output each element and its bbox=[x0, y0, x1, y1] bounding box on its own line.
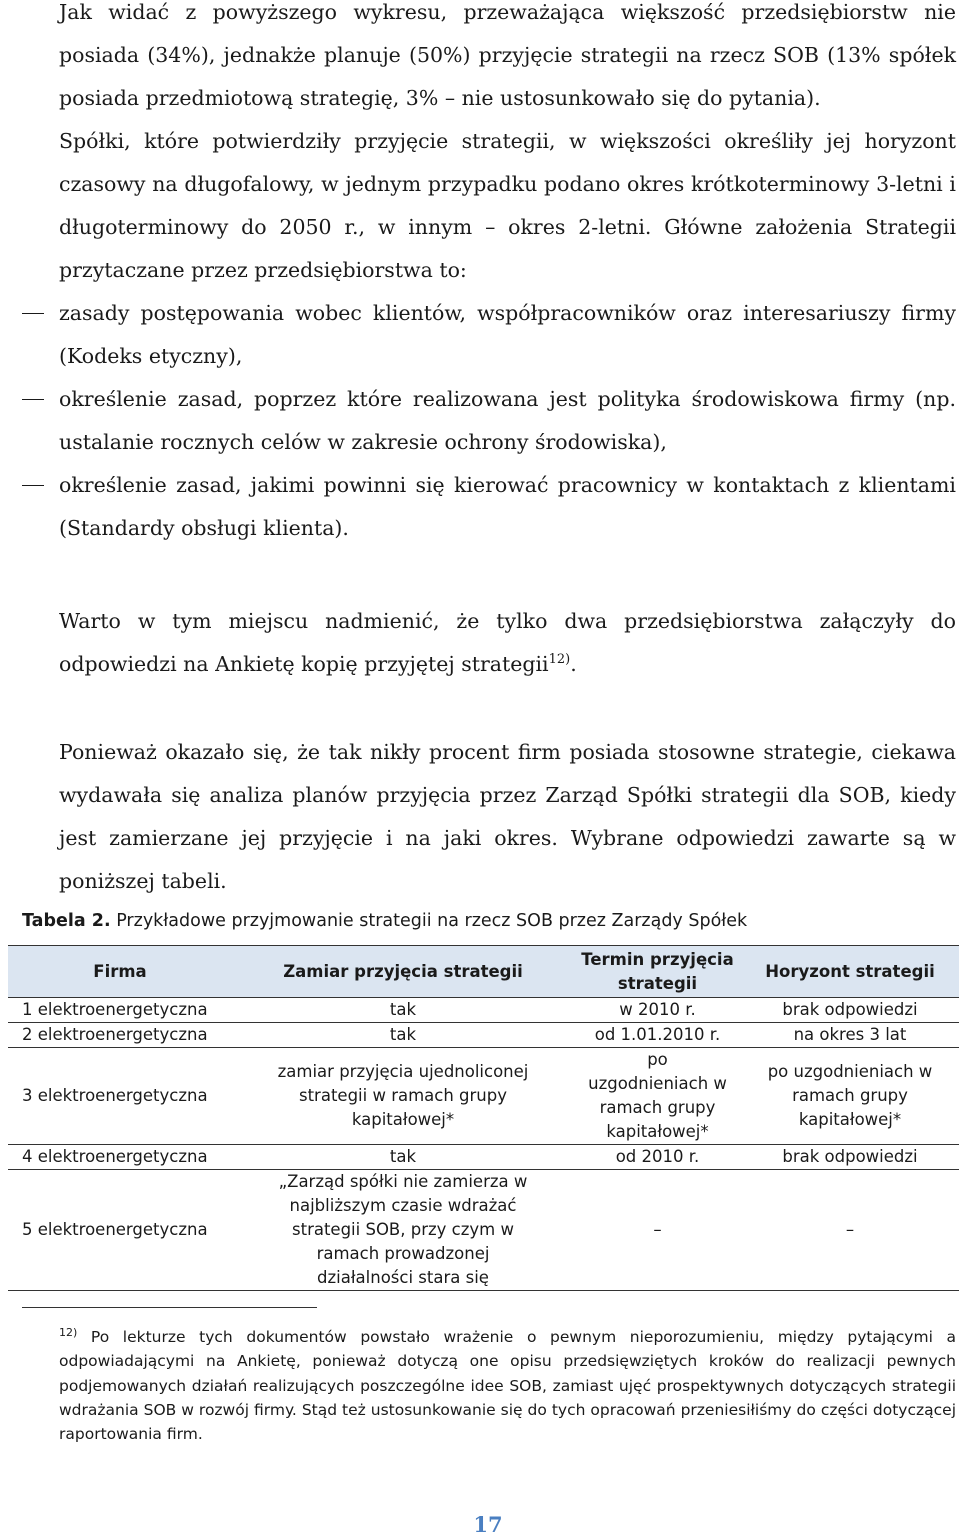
table-row bbox=[8, 1145, 959, 1170]
cell-horyzont: – bbox=[741, 1170, 959, 1291]
cell-termin: – bbox=[574, 1170, 741, 1291]
strategy-table bbox=[8, 945, 959, 1291]
warto-text: Warto w tym miejscu nadmienić, że tylko dwa przedsiębiorstwa załączyły do odpowiedzi na Ankietę kopię przyjętej strategii bbox=[59, 609, 956, 676]
header-termin: Termin przyjęcia strategii bbox=[574, 946, 741, 998]
cell-termin: od 2010 r. bbox=[574, 1145, 741, 1170]
cell-zamiar: tak bbox=[232, 1145, 574, 1170]
table-caption-text: Przykładowe przyjmowanie strategii na rzecz SOB przez Zarządy Spółek bbox=[110, 911, 748, 931]
cell-termin: w 2010 r. bbox=[574, 998, 741, 1023]
warto-end: . bbox=[570, 652, 577, 676]
cell-zamiar: tak bbox=[232, 998, 574, 1023]
strategy-text: Spółki, które potwierdziły przyjęcie strategii, w większości określiły jej horyzont czasowy na długofalowy, w jednym przypadku podano okres krótkoterminowy 3-letni i długoterminowy do 2050 r., w innym – okres 2-letni. Główne założenia Strategii przytaczane przez przedsiębiorstwa to: bbox=[59, 129, 956, 282]
header-zamiar: Zamiar przyjęcia strategii bbox=[232, 946, 574, 998]
cell-firma: 4 elektroenergetyczna bbox=[8, 1145, 232, 1170]
table-row bbox=[8, 1023, 959, 1048]
list-item-text: określenie zasad, jakimi powinni się kierować pracownicy w kontaktach z klientami (Standardy obsługi klienta). bbox=[59, 473, 956, 540]
table-row bbox=[8, 1048, 959, 1145]
paragraph-intro bbox=[22, 0, 956, 292]
table-header-row bbox=[8, 946, 959, 998]
table-row bbox=[8, 998, 959, 1023]
intro-text: Jak widać z powyższego wykresu, przeważająca większość przedsiębiorstw nie posiada (34%), jednakże planuje (50%) przyjęcie strategii na rzecz SOB (13% spółek posiada przedmiotową strategię, 3% – nie ustosunkowało się do pytania). bbox=[59, 0, 956, 110]
cell-horyzont: brak odpowiedzi bbox=[741, 1145, 959, 1170]
cell-horyzont: na okres 3 lat bbox=[741, 1023, 959, 1048]
footnote-text: Po lekturze tych dokumentów powstało wrażenie o pewnym nieporozumieniu, między pytającymi a odpowiadającymi na Ankietę, ponieważ dotyczą one opisu przedsięwziętych kroków do realizacji pewnych podjemowanych działań realizujących poszczególne idee SOB, zamiast ujęć prospektywnych dotyczących strategii wdrażania SOB w rozwój firmy. Stąd też ustosunkowanie się do tych opracowań przeniesiłiśmy do części dotyczącej raportowania firm. bbox=[59, 1328, 956, 1444]
poniewaz-text: Ponieważ okazało się, że tak nikły procent firm posiada stosowne strategie, ciekawa wydawała się analiza planów przyjęcia przez Zarząd Spółki strategii dla SOB, kiedy jest zamierzane jej przyjęcie i na jaki okres. Wybrane odpowiedzi zawarte są w poniższej tabeli. bbox=[59, 740, 956, 893]
list-item bbox=[22, 378, 956, 464]
page-number: 17 bbox=[473, 1512, 503, 1537]
cell-zamiar: zamiar przyjęcia ujednoliconej strategii w ramach grupy kapitałowej* bbox=[232, 1048, 574, 1145]
cell-termin: od 1.01.2010 r. bbox=[574, 1023, 741, 1048]
paragraph-warto bbox=[22, 600, 956, 686]
cell-firma: 5 elektroenergetyczna bbox=[8, 1170, 232, 1291]
cell-zamiar: tak bbox=[232, 1023, 574, 1048]
list-item bbox=[22, 292, 956, 378]
header-horyzont: Horyzont strategii bbox=[741, 946, 959, 998]
footnote bbox=[22, 1321, 956, 1447]
cell-zamiar: „Zarząd spółki nie zamierza w najbliższym czasie wdrażać strategii SOB, przy czym w ramach prowadzonej działalności stara się bbox=[232, 1170, 574, 1291]
cell-firma: 2 elektroenergetyczna bbox=[8, 1023, 232, 1048]
cell-firma: 1 elektroenergetyczna bbox=[8, 998, 232, 1023]
dash-bullet-icon bbox=[22, 313, 44, 314]
table-caption-label: Tabela 2. bbox=[22, 911, 111, 931]
list-item-text: określenie zasad, poprzez które realizowana jest polityka środowiskowa firmy (np. ustalanie rocznych celów w zakresie ochrony środowiska), bbox=[59, 387, 956, 454]
cell-termin: po uzgodnieniach w ramach grupy kapitałowej* bbox=[574, 1048, 741, 1145]
assumptions-list bbox=[22, 292, 956, 550]
footnote-separator bbox=[22, 1307, 317, 1308]
paragraph-poniewaz bbox=[22, 731, 956, 903]
list-item-text: zasady postępowania wobec klientów, współpracowników oraz interesariuszy firmy (Kodeks etyczny), bbox=[59, 301, 956, 368]
cell-firma: 3 elektroenergetyczna bbox=[8, 1048, 232, 1145]
cell-horyzont: brak odpowiedzi bbox=[741, 998, 959, 1023]
footnote-reference[interactable]: 12) bbox=[548, 652, 571, 667]
table-caption bbox=[22, 911, 747, 931]
table-row bbox=[8, 1170, 959, 1291]
header-firma: Firma bbox=[8, 946, 232, 998]
dash-bullet-icon bbox=[22, 399, 44, 400]
cell-horyzont: po uzgodnieniach w ramach grupy kapitałowej* bbox=[741, 1048, 959, 1145]
footnote-marker: 12) bbox=[59, 1326, 78, 1339]
list-item bbox=[22, 464, 956, 550]
dash-bullet-icon bbox=[22, 485, 44, 486]
